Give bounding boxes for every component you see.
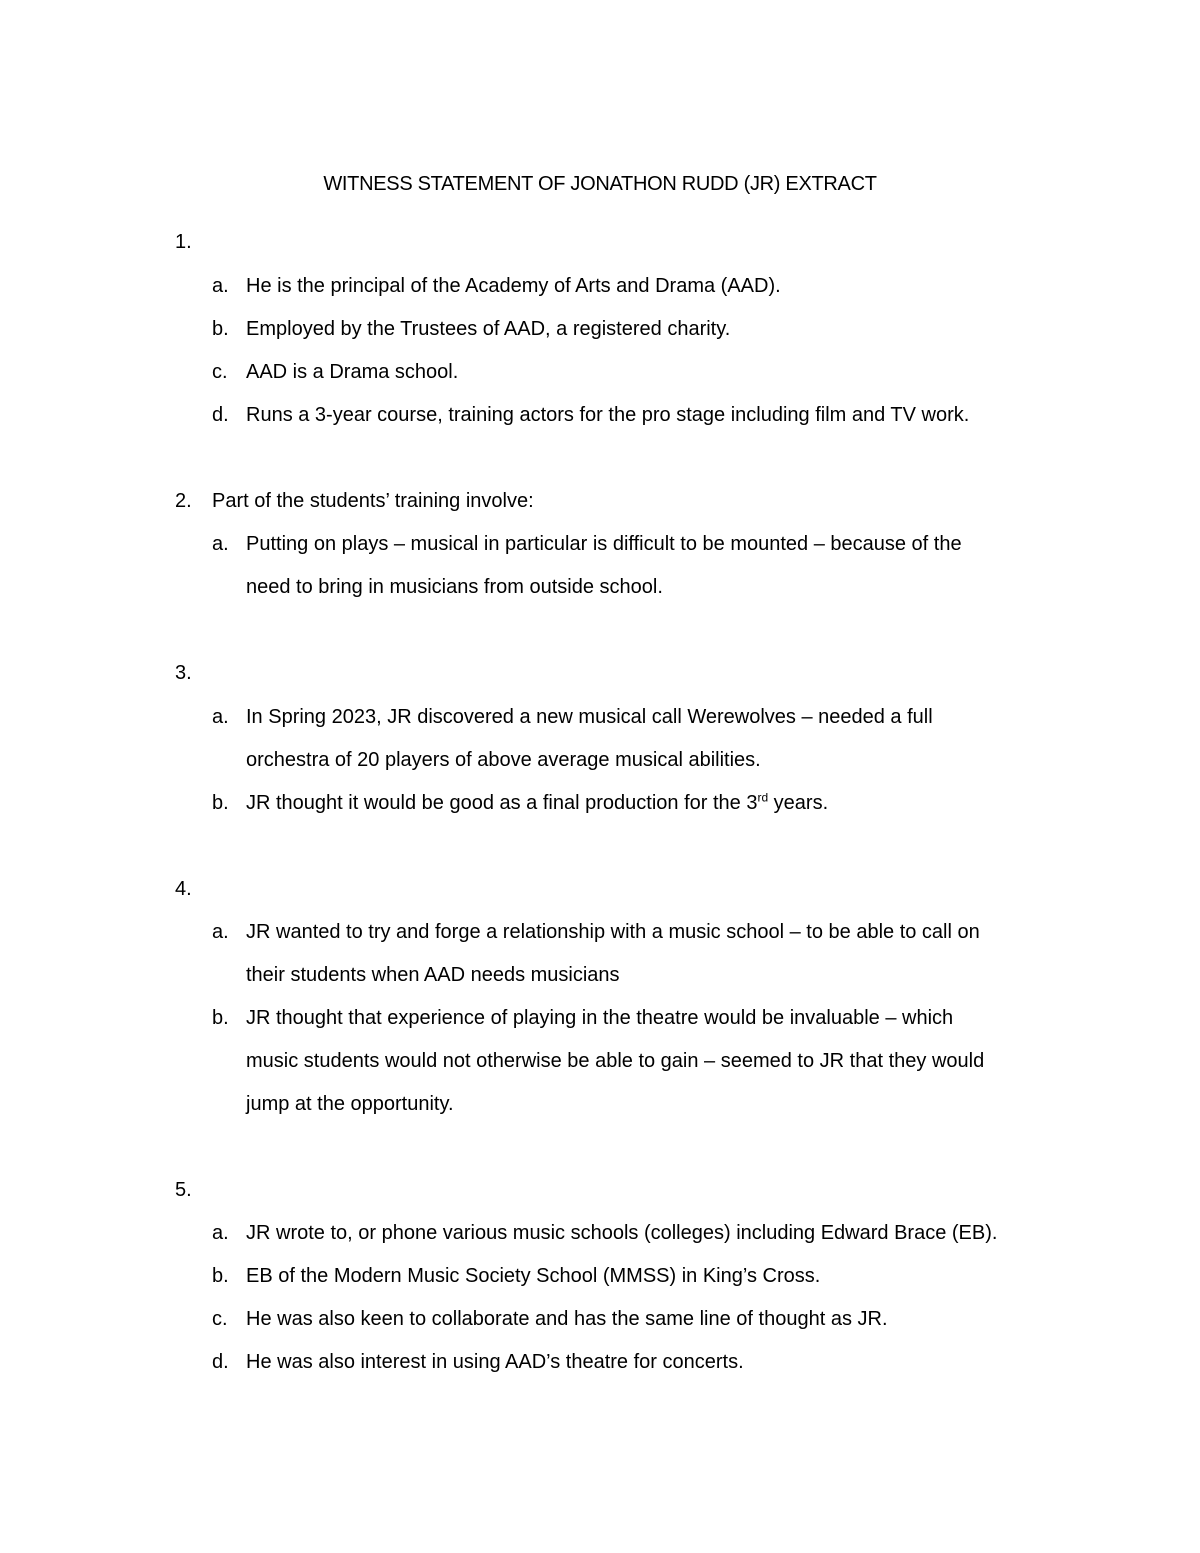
document-title: WITNESS STATEMENT OF JONATHON RUDD (JR) EXTRACT (323, 173, 877, 195)
item-text: music students would not otherwise be able to gain – seemed to JR that they would (246, 1050, 985, 1072)
section-number: 2. (175, 490, 192, 512)
item-label: a. (212, 1222, 229, 1244)
item-label: b. (212, 792, 229, 814)
item-text: need to bring in musicians from outside school. (246, 576, 663, 598)
item-label: b. (212, 1265, 229, 1287)
section-number: 3. (175, 662, 192, 684)
item-label: c. (212, 361, 228, 383)
item-text: He was also keen to collaborate and has the same line of thought as JR. (246, 1308, 888, 1330)
item-text: He was also interest in using AAD’s theatre for concerts. (246, 1351, 744, 1373)
item-text-end: years. (768, 792, 829, 814)
item-text: JR wanted to try and forge a relationship with a music school – to be able to call on (246, 921, 980, 943)
item-text: their students when AAD needs musicians (246, 964, 620, 986)
item-label: a. (212, 275, 229, 297)
item-text: orchestra of 20 players of above average musical abilities. (246, 749, 761, 771)
item-label: b. (212, 318, 229, 340)
item-text: EB of the Modern Music Society School (MMSS) in King’s Cross. (246, 1265, 821, 1287)
item-text: AAD is a Drama school. (246, 361, 459, 383)
section-intro: Part of the students’ training involve: (212, 490, 534, 512)
item-text: jump at the opportunity. (246, 1093, 454, 1115)
item-text-main: JR thought it would be good as a final production for the 3 (246, 792, 758, 814)
item-text: JR thought that experience of playing in the theatre would be invaluable – which (246, 1007, 954, 1029)
item-label: c. (212, 1308, 228, 1330)
item-text: Employed by the Trustees of AAD, a registered charity. (246, 318, 731, 340)
section-number: 1. (175, 231, 192, 253)
section-number: 5. (175, 1179, 192, 1201)
item-text: JR wrote to, or phone various music schools (colleges) including Edward Brace (EB). (246, 1222, 998, 1244)
item-text: In Spring 2023, JR discovered a new musical call Werewolves – needed a full (246, 706, 933, 728)
item-label: a. (212, 921, 229, 943)
ordinal-suffix: rd (757, 790, 769, 805)
item-label: a. (212, 533, 229, 555)
item-text: Runs a 3-year course, training actors for the pro stage including film and TV work. (246, 404, 970, 426)
item-label: b. (212, 1007, 229, 1029)
item-label: d. (212, 1351, 229, 1373)
item-label: a. (212, 706, 229, 728)
section-number: 4. (175, 878, 192, 900)
item-text (246, 792, 828, 815)
item-label: d. (212, 404, 229, 426)
item-text: Putting on plays – musical in particular is difficult to be mounted – because of the (246, 533, 962, 555)
item-text: He is the principal of the Academy of Arts and Drama (AAD). (246, 275, 781, 297)
